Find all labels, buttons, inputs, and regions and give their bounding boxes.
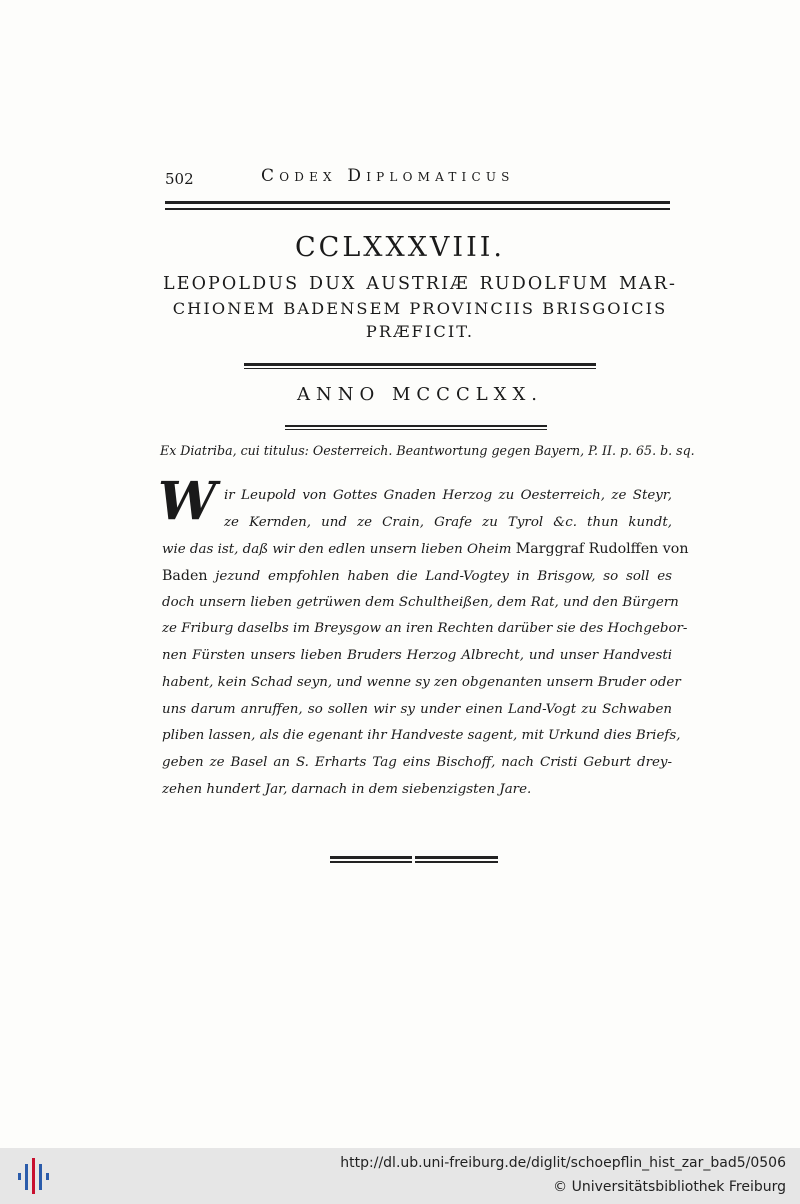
viewer-footer bbox=[0, 1148, 800, 1204]
document-number: CCLXXXVIII. bbox=[295, 232, 505, 263]
charter-text bbox=[162, 483, 689, 803]
source-citation: Ex Diatriba, cui titulus: Oesterreich. Beantwortung gegen Bayern, P. II. p. 65. b. sq. bbox=[160, 443, 695, 458]
permalink-url[interactable]: http://dl.ub.uni-freiburg.de/diglit/schoepflin_hist_zar_bad5/0506 bbox=[340, 1155, 786, 1171]
title-rule-thick bbox=[244, 363, 596, 366]
document-year: ANNO MCCCLXX. bbox=[296, 384, 544, 405]
text-line: geben ze Basel an S. Erharts Tag eins Bischoff, nach Cristi Geburt drey- bbox=[162, 754, 672, 770]
text-line: ze Friburg daselbs im Breysgow an iren Rechten darüber sie des Hochgebor- bbox=[162, 621, 688, 637]
header-rule-thin bbox=[165, 208, 670, 210]
document-title bbox=[163, 273, 677, 344]
copyright-notice: © Universitätsbibliothek Freiburg bbox=[553, 1179, 786, 1195]
year-rule-thick bbox=[285, 425, 547, 427]
text-line: habent, kein Schad seyn, und wenne sy zen obgenanten unsern Bruder oder bbox=[162, 674, 681, 690]
title-line-2: CHIONEM BADENSEM PROVINCIIS BRISGOICIS bbox=[172, 298, 668, 318]
text-line: ir Leupold von Gottes Gnaden Herzog zu Oesterreich, ze Steyr, bbox=[224, 488, 672, 503]
title-line-3: PRÆFICIT. bbox=[365, 322, 475, 341]
running-title: Codex Diplomaticus bbox=[261, 166, 515, 186]
header-rule-thick bbox=[165, 201, 670, 204]
title-rule-thin bbox=[244, 368, 596, 369]
text-line: doch unsern lieben getrüwen dem Schultheißen, dem Rat, und den Bürgern bbox=[162, 594, 679, 610]
page-header bbox=[165, 166, 670, 188]
text-line-italic: jezund empfohlen haben die Land-Vogtey in Brisgow, so soll es bbox=[215, 569, 673, 585]
text-line: zehen hundert Jar, darnach in dem siebenzigsten Jare. bbox=[162, 781, 532, 797]
title-line-1: LEOPOLDUS DUX AUSTRIÆ RUDOLFUM MAR- bbox=[163, 274, 677, 294]
text-line-roman: Baden bbox=[162, 568, 208, 585]
library-logo-icon[interactable] bbox=[16, 1156, 52, 1196]
text-line: pliben lassen, als die egenant ihr Handveste sagent, mit Urkund dies Briefs, bbox=[162, 728, 681, 744]
year-rule-thin bbox=[285, 429, 547, 430]
closing-rule-gap bbox=[412, 854, 415, 864]
text-line: nen Fürsten unsers lieben Bruders Herzog Albrecht, und unser Handvesti bbox=[162, 648, 672, 664]
text-line-roman: Marggraf Rudolffen von bbox=[515, 541, 689, 558]
text-line bbox=[162, 536, 689, 563]
text-line: ze Kernden, und ze Crain, Grafe zu Tyrol &c. thun kundt, bbox=[224, 514, 672, 530]
decorative-initial: W bbox=[158, 471, 209, 532]
text-line: uns darum anruffen, so sollen wir sy under einen Land-Vogt zu Schwaben bbox=[162, 701, 672, 717]
text-line-italic: wie das ist, daß wir den edlen unsern lieben Oheim bbox=[162, 542, 512, 558]
text-line bbox=[162, 563, 672, 590]
page-number: 502 bbox=[165, 170, 194, 188]
